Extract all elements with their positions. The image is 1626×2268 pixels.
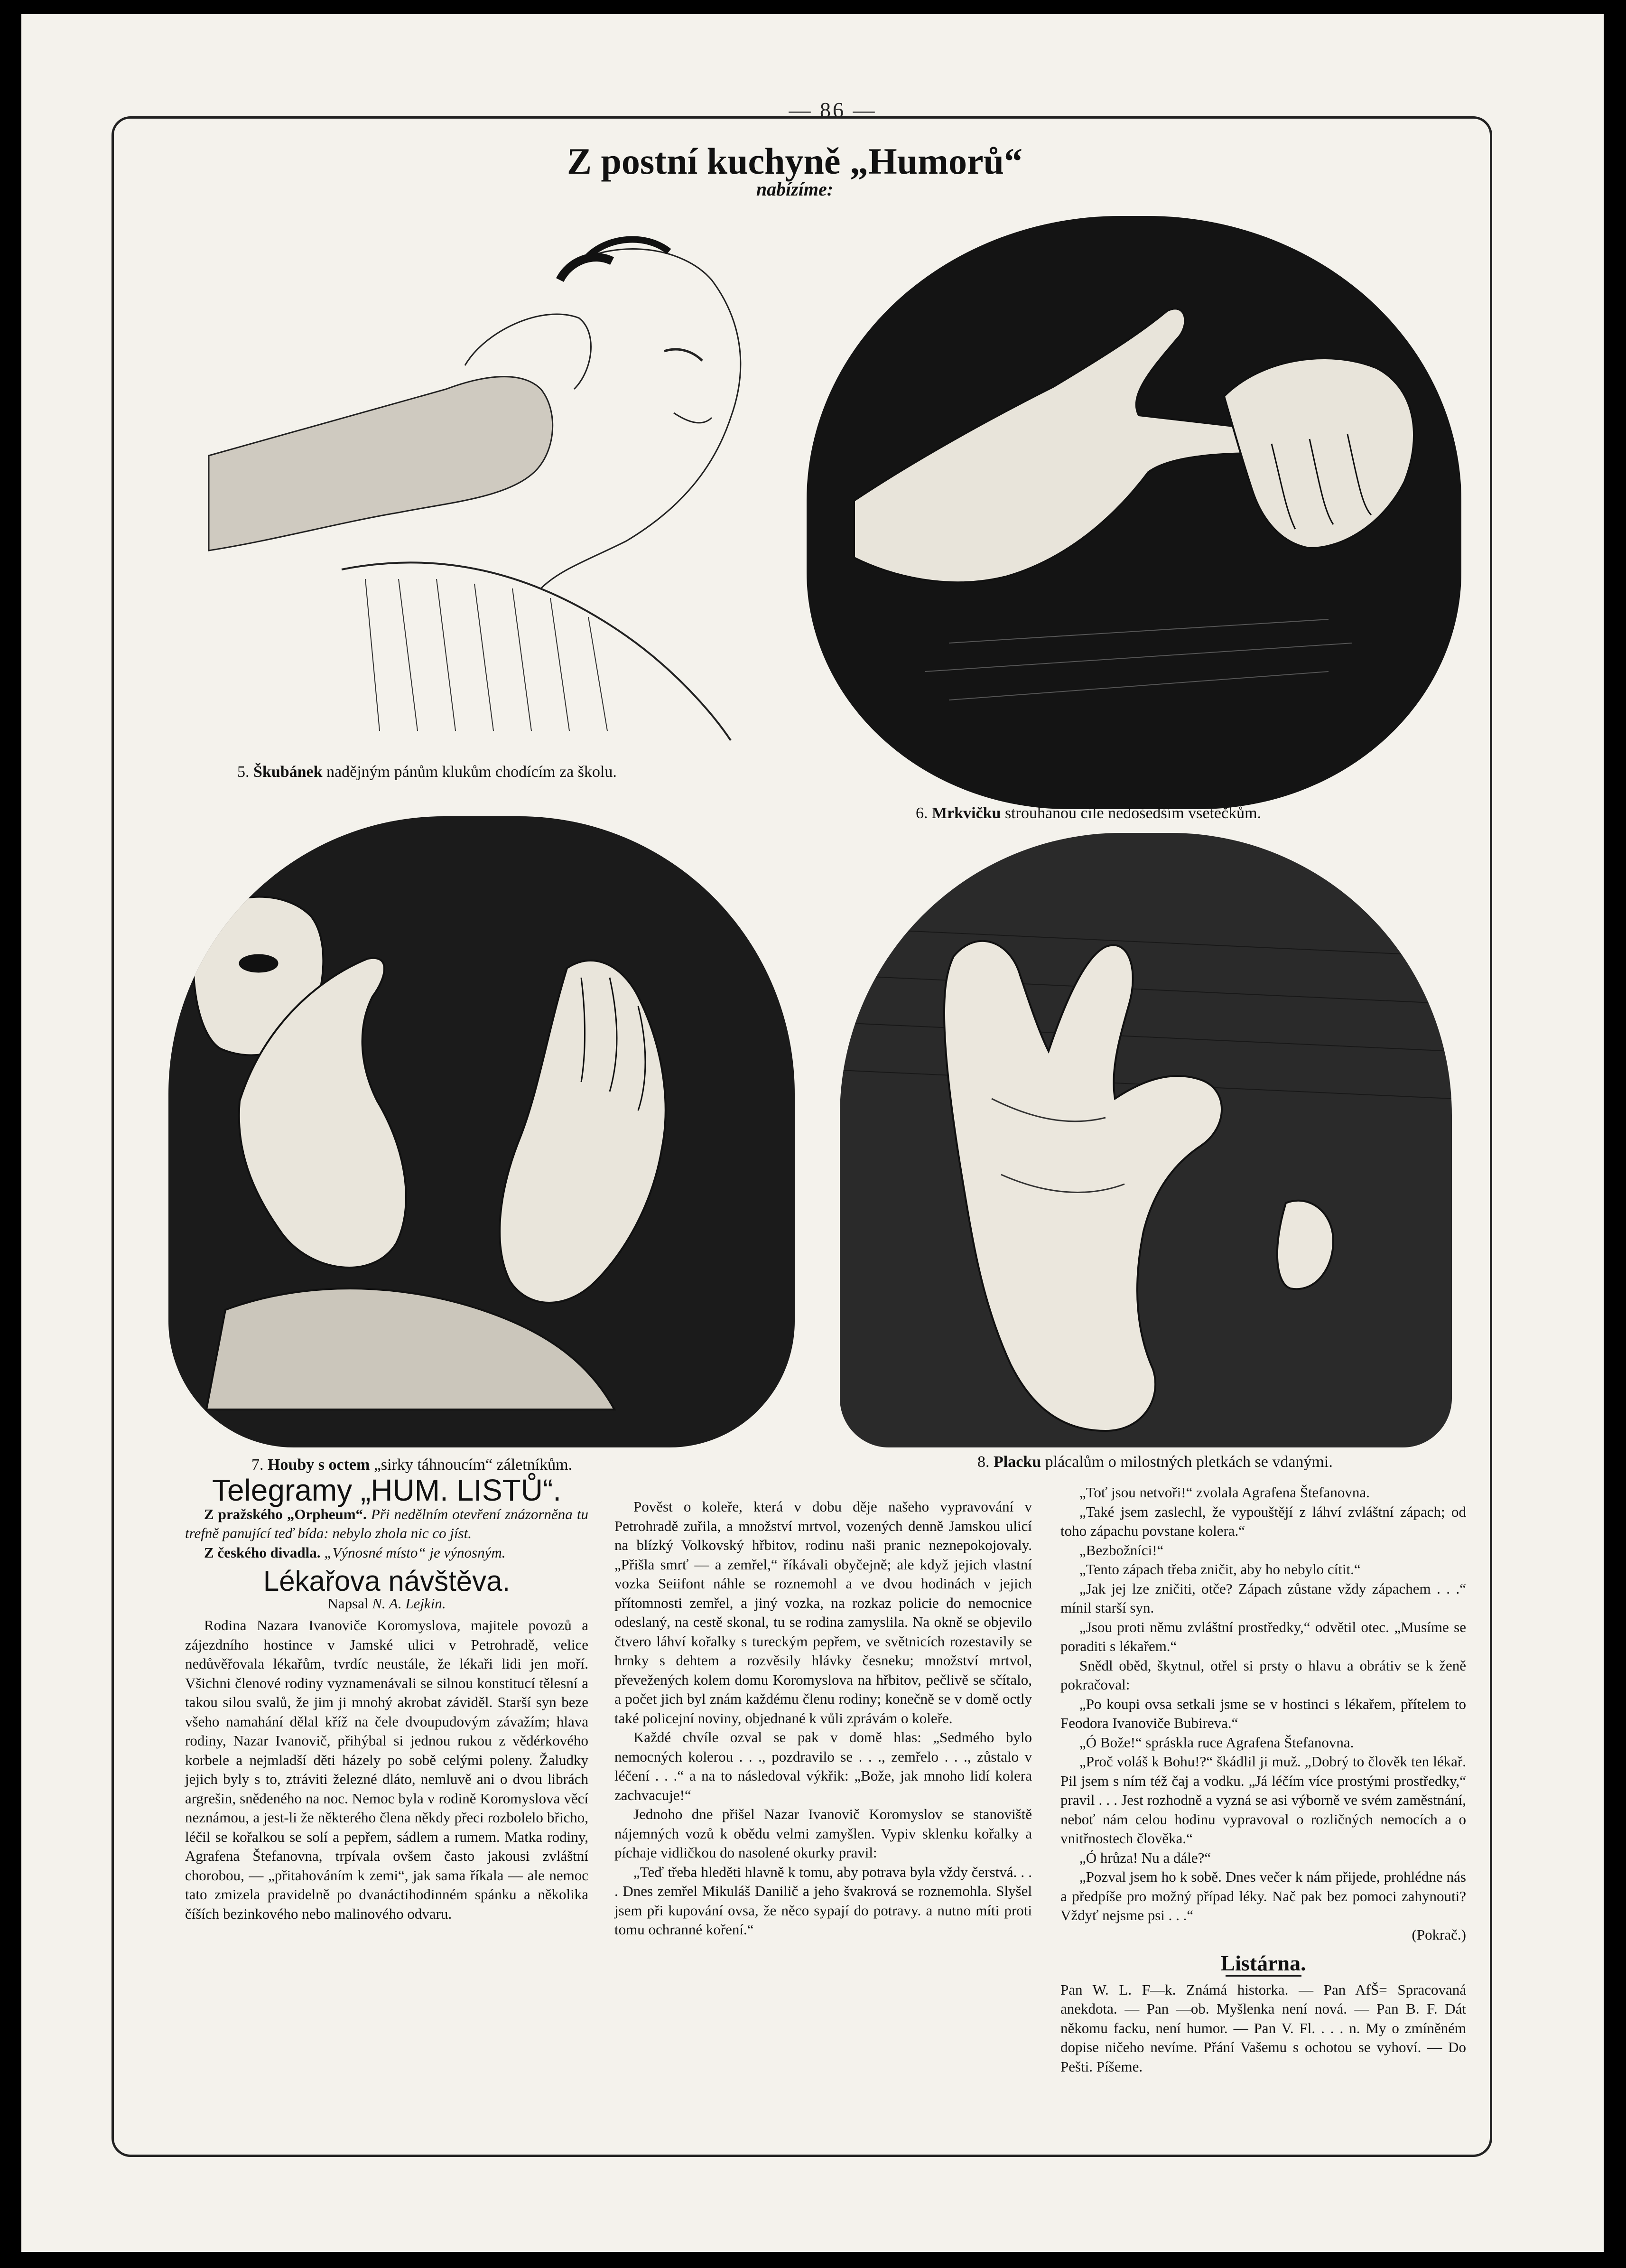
telegram-1-label: Z pražského „Orpheum“. <box>204 1505 367 1522</box>
telegram-2-label: Z českého divadla. <box>204 1544 321 1561</box>
article-paragraph: „Jsou proti němu zvláštní prostředky,“ odvětil otec. „Musíme se poraditi s lékařem.“ <box>1060 1618 1466 1654</box>
article-paragraph: „Ó hrůza! Nu a dále?“ <box>1079 1849 1211 1866</box>
article-paragraph: „Jak jej lze zničiti, otče? Zápach zůstane vždy zápachem . . .“ mínil starší syn. <box>1060 1580 1466 1616</box>
caption-5-name: Škubánek <box>253 763 323 781</box>
listarna-text: Pan W. L. F—k. Známá historka. — Pan AfŠ= Spracovaná anekdota. — Pan —ob. Myšlenka není nová. — Pan B. F. Dát někomu facku, není humor. — Pan V. Fl. . . . n. My o zmíněném dopise ničeho nevíme. Přání Vašemu s ochotou se vyhoví. — Do Pešti. Píšeme. <box>1060 1981 1466 2075</box>
page-number: — 86 — <box>789 98 877 122</box>
article-paragraph: „Ó Bože!“ spráskla ruce Agrafena Štefanovna. <box>1079 1734 1354 1751</box>
article-title: Lékařova návštěva. <box>263 1565 511 1597</box>
article-paragraph: „Proč voláš k Bohu!?“ škádlil ji muž. „Dobrý to člověk ten lékař. Pil jsem s ním též čaj a vodku. „Já léčím více prostými prostředky,“ pravil . . . Jest rozhodně a vyzná se asi výborně ve svém zaměstnání, neboť nám celou hodinu vypravoval o rozličných nemocích a o vnitřnostech člověka.“ <box>1060 1753 1466 1847</box>
caption-6 <box>916 804 1261 822</box>
article-paragraph: „Tento zápach třeba zničit, aby ho nebylo cítit.“ <box>1079 1561 1361 1577</box>
caption-8-text: plácalům o milostných pletkách se vdanými. <box>1045 1453 1333 1471</box>
illustration-8-open-hand <box>840 833 1452 1447</box>
caption-7 <box>251 1456 572 1474</box>
caption-5 <box>237 763 617 781</box>
telegram-2-text: „Výnosné místo“ je výnosným. <box>324 1544 506 1561</box>
caption-8 <box>977 1453 1333 1471</box>
illustration-5-ear-pulling <box>199 209 807 745</box>
column-1 <box>185 1473 588 1923</box>
column-2 <box>614 1497 1032 1940</box>
ear-pulling-drawing <box>199 209 807 745</box>
article-paragraph: „Také jsem zaslechl, že vypouštějí z láhví zvláštní zápach; od toho zápachu povstane kolera.“ <box>1060 1503 1466 1539</box>
continued-note: (Pokrač.) <box>1412 1926 1466 1943</box>
page-title: Z postní kuchyně „Humorů“ <box>567 140 1023 182</box>
caption-6-text: strouhanou cile nedošedším vsetečkům. <box>1004 804 1262 822</box>
article-paragraph: „Bezbožníci!“ <box>1079 1541 1164 1559</box>
telegram-2 <box>185 1543 588 1563</box>
caption-7-text: „sirky táhnoucím“ záletníkům. <box>373 1456 573 1474</box>
caption-8-name: Placku <box>994 1453 1041 1471</box>
caption-5-number: 5. <box>237 763 250 781</box>
pointing-fingers-drawing <box>807 216 1461 809</box>
caption-6-name: Mrkvičku <box>932 804 1001 822</box>
byline-author: N. A. Lejkin. <box>372 1595 446 1612</box>
caption-5-text: nadějným pánům klukům chodícím za školu. <box>326 763 617 781</box>
caption-7-number: 7. <box>251 1456 264 1474</box>
article-paragraph: Pověst o koleře, která v dobu děje našeho vypravování v Petrohradě zuřila, a množství mrtvol, vozených denně Jamskou ulicí na blízký Volkovský hřbitov, rodinu naši pranic neznepokojovaly. „Přišla smrť — a zemřel,“ říkávali obyčejně; ale když jejich vlastní vozka Seiifont náhle se roznemohl a ve dvou hodinách v jejich přítomnosti zemřel, a jiný vozka, na rozkaz policie do nemocnice odeslaný, na cestě skonal, tu se rodina zamyslila. Na okně se objevilo čtvero láhví kořalky s tureckým pepřem, ve světnicích rozestavily se hrnky s dehtem a rozvěsily hlávky česneku; množství mrtvol, převežených kolem domu Koromyslova na hřbitov, pečlivě se sčítalo, a počet jich byl znám každému členu rodiny; konečně se v domě octly také policejní noviny, objednané k vůli zprávám o koleře. <box>614 1498 1032 1727</box>
illustration-7-hands-and-face <box>168 816 795 1447</box>
caption-8-number: 8. <box>977 1453 990 1471</box>
telegram-heading: Telegramy „HUM. LISTŮ“. <box>212 1473 562 1507</box>
open-hand-drawing <box>840 833 1452 1447</box>
article-paragraph: Rodina Nazara Ivanoviče Koromyslova, majitele povozů a zájezdního hostince v Jamské ulici v Petrohradě, velice nedůvěřovala lékařům, tvrdíc neustále, že lékaři lidi jen moří. Všichni členové rodiny vyznamenávali se silnou konstitucí tělesní a takou silou svalů, že jim ji mnohý akrobat záviděl. Starší syn beze všeho namahání dělal kříž na čele dvoupudovým závažím; hlava rodiny, Nazar Ivanovič, přihýbal si jednou rukou z vědérkového korbele a nejmladší děti házely po sobě celými poleny. Žaludky jejich byly s to, ztráviti železné dláto, nemluvě ani o dvou librách argrešin, snědeného na noc. Nemoc byla v rodině Koromyslova věcí neznámou, a jest-li že některého člena někdy přeci rozbolelo břicho, léčil se kořalkou se solí a pepřem, sádlem a rumem. Matka rodiny, Agrafena Štefanovna, trpívala ovšem často jakousi zvláštní chorobou, — „přitahováním k zemi“, jak sama říkala — ale nemoc tato zmizela pravidelně po dvanáctihodinném spánku a několika číších bezinkového nebo malinového odvaru. <box>185 1617 588 1922</box>
article-paragraph: Každé chvíle ozval se pak v domě hlas: „Sedmého bylo nemocných kolerou . . ., pozdravilo se . . ., zemřelo . . ., zůstalo v léčení . . .“ a na to následoval výkřik: „Bože, jak mnoho lidí kolera zachvacuje!“ <box>614 1729 1032 1803</box>
illustration-6-pointing-fingers <box>807 216 1461 809</box>
telegram-1-text: Při nedělním otevření znázorněna tu trefně panující teď bída: nebylo zhola nic co jíst. <box>185 1505 588 1541</box>
byline-prefix: Napsal <box>327 1595 369 1612</box>
article-byline <box>185 1594 588 1614</box>
article-paragraph: „Pozval jsem ho k sobě. Dnes večer k nám přijede, prohlédne nás a předpíše pro možný případ léky. Nač pak bez pomoci zahynouti? Vždyť nejsme psi . . .“ <box>1060 1868 1466 1923</box>
page-subtitle: nabízíme: <box>756 178 834 200</box>
hands-and-face-drawing <box>168 816 795 1447</box>
caption-6-number: 6. <box>916 804 928 822</box>
listarna-heading: Listárna. <box>1220 1951 1306 1975</box>
article-paragraph: „Po koupi ovsa setkali jsme se v hostinci s lékařem, přítelem to Feodora Ivanoviče Bubireva.“ <box>1060 1695 1466 1731</box>
caption-7-name: Houby s octem <box>268 1456 370 1474</box>
article-paragraph: „Teď třeba hleděti hlavně k tomu, aby potrava byla vždy čerstvá. . . . Dnes zemřel Mikuláš Danilič a jeho švakrová se roznemohla. Slyšel jsem při kupování ovsa, že něco sypají do potravy. a nutno míti proti tomu ochranné koření.“ <box>614 1863 1032 1938</box>
article-paragraph: „Toť jsou netvoři!“ zvolala Agrafena Štefanovna. <box>1079 1484 1370 1501</box>
column-3 <box>1060 1483 1466 2076</box>
article-paragraph: Jednoho dne přišel Nazar Ivanovič Koromyslov se stanoviště nájemných vozů k obědu velmi zamyšlen. Vypiv sklenku kořalky a píchaje vidličkou do nasolené okurky pravil: <box>614 1806 1032 1861</box>
article-paragraph: Snědl oběd, škytnul, otřel si prsty o hlavu a obrátiv se k ženě pokračoval: <box>1060 1657 1466 1693</box>
telegram-1 <box>185 1505 588 1543</box>
